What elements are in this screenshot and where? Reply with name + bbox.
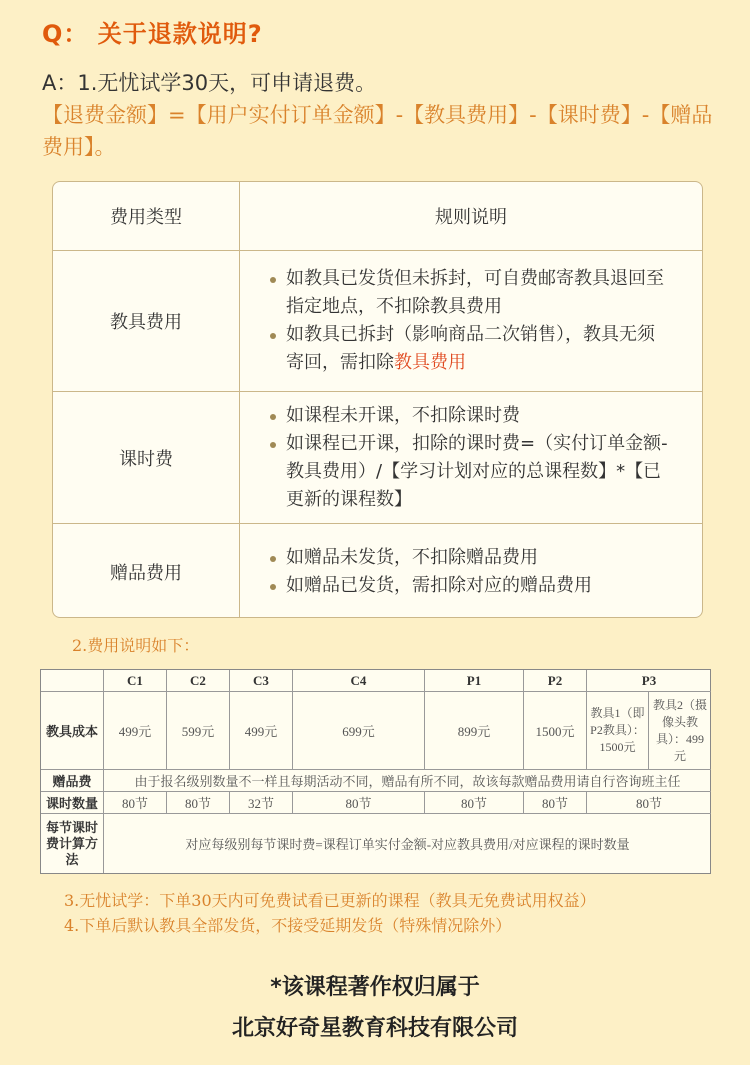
rule-row-tool [53, 250, 702, 391]
rule-list [240, 265, 670, 377]
copyright-line1: *该课程著作权归属于 [270, 975, 480, 1000]
col-header: P2 [524, 670, 587, 692]
gift-cell: 由于报名级别数量不一样且每期活动不同，赠品有所不同，故该每款赠品费用请自行咨询班主任 [104, 770, 711, 792]
col-header: P3 [587, 670, 711, 692]
cost-cell-p3-tool1: 教具1（即P2教具）：1500元 [587, 692, 649, 770]
header-desc: 规则说明 [435, 207, 507, 228]
method-cell: 对应每级别每节课时费=课程订单实付金额-对应教具费用/对应课程的课时数量 [185, 837, 630, 852]
cost-cell-p3-tool2: 教具2（摄像头教具）：499元 [649, 692, 711, 770]
copyright-line2: 北京好奇星教育科技有限公司 [231, 1016, 518, 1041]
rule-type: 课时费 [53, 392, 240, 523]
row-label: 课时数量 [41, 792, 104, 814]
refund-formula: 【退费金额】=【用户实付订单金额】-【教具费用】-【课时费】-【赠品费用】。 [42, 103, 713, 159]
col-header: C3 [230, 670, 293, 692]
note-item: 4.下单后默认教具全部发货，不接受延期发货（特殊情况除外） [64, 916, 512, 935]
note-item: 3.无忧试学：下单30天内可免费试看已更新的课程（教具无免费试用权益） [64, 891, 596, 910]
rule-item: 如教具已拆封（影响商品二次销售），教具无须寄回，需扣除教具费用 [270, 321, 670, 377]
row-label: 赠品费 [41, 770, 104, 792]
rule-type: 教具费用 [53, 251, 240, 391]
answer-line: A：1.无忧试学30天，可申请退费。 [42, 71, 377, 95]
cost-cell: 499元 [230, 692, 293, 770]
hours-cell: 80节 [293, 792, 425, 814]
hours-cell: 80节 [524, 792, 587, 814]
hours-cell: 80节 [425, 792, 524, 814]
rule-item: 如课程已开课，扣除的课时费=（实付订单金额-教具费用）/【学习计划对应的总课程数】*【已更新的课程数】 [270, 430, 670, 514]
col-header: P1 [425, 670, 524, 692]
rule-type: 赠品费用 [53, 524, 240, 618]
refund-rule-table [52, 181, 703, 618]
rule-item: 如课程未开课，不扣除课时费 [270, 402, 670, 430]
highlight-text: 教具费用 [394, 352, 466, 373]
hours-cell: 80节 [104, 792, 167, 814]
question-title: Q： 关于退款说明? [42, 20, 263, 48]
col-header: C2 [167, 670, 230, 692]
row-label: 教具成本 [41, 692, 104, 770]
rule-item: 如赠品已发货，需扣除对应的赠品费用 [270, 572, 670, 600]
cost-cell: 699元 [293, 692, 425, 770]
rule-list [240, 544, 670, 600]
hours-cell: 80节 [587, 792, 711, 814]
hours-cell: 80节 [167, 792, 230, 814]
rule-item: 如教具已发货但未拆封，可自费邮寄教具退回至指定地点，不扣除教具费用 [270, 265, 670, 321]
rule-row-gift [53, 523, 702, 618]
rule-list [240, 402, 670, 514]
col-header: C4 [293, 670, 425, 692]
cost-cell: 1500元 [524, 692, 587, 770]
header-type: 费用类型 [53, 182, 240, 250]
cost-table [40, 669, 711, 874]
footer-notes [64, 888, 596, 938]
rule-table-header [53, 182, 702, 250]
row-label: 每节课时费计算方法 [41, 814, 104, 873]
hours-cell: 32节 [230, 792, 293, 814]
cost-heading: 2.费用说明如下： [72, 636, 200, 655]
corner-cell [41, 670, 104, 692]
col-header: C1 [104, 670, 167, 692]
rule-row-hours [53, 391, 702, 523]
cost-cell: 499元 [104, 692, 167, 770]
cost-cell: 599元 [167, 692, 230, 770]
rule-item: 如赠品未发货，不扣除赠品费用 [270, 544, 670, 572]
cost-cell: 899元 [425, 692, 524, 770]
